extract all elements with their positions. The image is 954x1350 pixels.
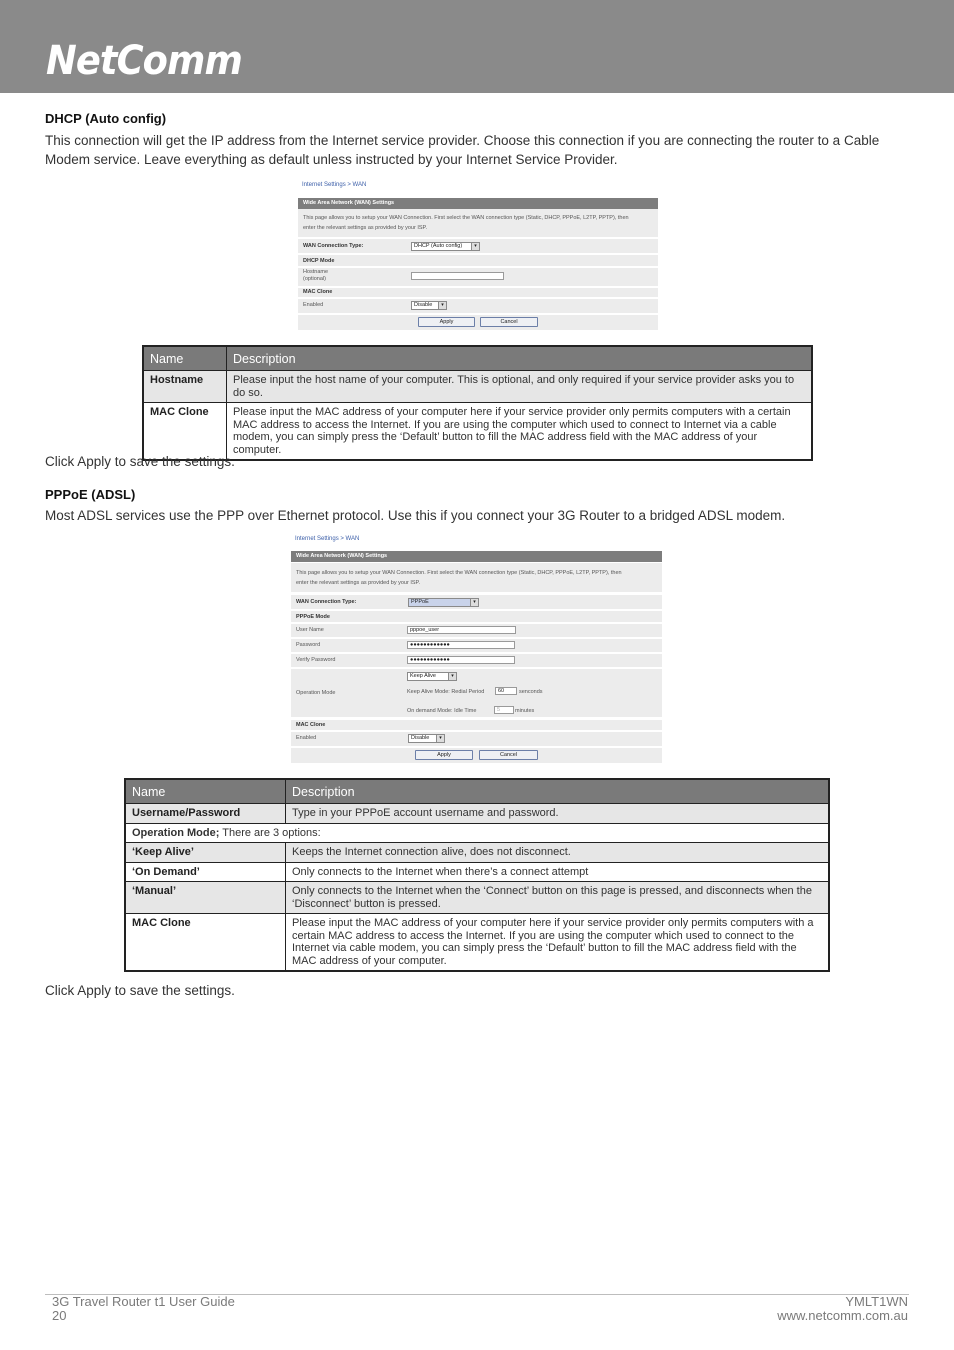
chevron-down-icon: ▾ [448, 673, 456, 680]
page-header [0, 0, 954, 93]
table-header-description: Description [286, 779, 830, 804]
chevron-down-icon: ▾ [471, 243, 479, 250]
table-header-name: Name [143, 346, 227, 371]
panel-description: This page allows you to setup your WAN Connection. First select the WAN connection type (Static, DHCP, PPPoE, L2TP, PPTP), then [296, 570, 622, 576]
hostname-sub-label: (optional) [303, 276, 326, 282]
chevron-down-icon: ▾ [470, 599, 478, 606]
username-label: User Name [296, 627, 324, 633]
enabled-label: Enabled [303, 302, 324, 308]
table-row [125, 823, 829, 843]
breadcrumb[interactable]: Internet Settings > WAN [295, 536, 360, 542]
cancel-button[interactable]: Cancel [479, 750, 538, 760]
dhcp-mode-label: DHCP Mode [303, 258, 335, 264]
table-row [125, 914, 829, 972]
table-cell-description: Only connects to the Internet when the ‘Connect’ button on this page is pressed, and disconnects when the ‘Disconnect’ button is pressed. [286, 882, 830, 914]
table-row [125, 882, 829, 914]
table-row [143, 371, 812, 403]
on-demand-label: On demand Mode: Idle Time [407, 708, 477, 714]
verify-password-label: Verify Password [296, 657, 336, 663]
chevron-down-icon: ▾ [438, 302, 446, 309]
table-header-name: Name [125, 779, 286, 804]
table-cell-name: Hostname [143, 371, 227, 403]
seconds-label: senconds [519, 689, 543, 695]
table-cell-span [125, 823, 829, 843]
screenshot-wan-pppoe [290, 532, 663, 763]
username-input[interactable]: pppoe_user [407, 626, 516, 634]
hostname-input[interactable] [411, 272, 504, 280]
operation-mode-label: Operation Mode [296, 690, 336, 696]
wan-type-label: WAN Connection Type: [296, 599, 357, 605]
section-outro-pppoe: Click Apply to save the settings. [45, 983, 235, 998]
breadcrumb[interactable]: Internet Settings > WAN [302, 182, 367, 188]
table-cell-name: MAC Clone [143, 403, 227, 461]
table-cell-name: MAC Clone [125, 914, 286, 972]
wan-type-select[interactable]: PPPoE ▾ [408, 598, 479, 607]
enabled-label: Enabled [296, 735, 317, 741]
netcomm-logo: NetComm [46, 38, 242, 84]
operation-mode-name: Operation Mode; [132, 826, 220, 839]
cancel-button[interactable]: Cancel [480, 317, 538, 327]
section-intro-pppoe: Most ADSL services use the PPP over Ethernet protocol. Use this if you connect your 3G Router to a bridged ADSL modem. [45, 508, 786, 523]
password-label: Password [296, 642, 321, 648]
table-cell-name: ‘Keep Alive’ [125, 843, 286, 863]
table-header-description: Description [227, 346, 813, 371]
mac-clone-select[interactable]: Disable ▾ [408, 734, 445, 743]
password-input[interactable]: ●●●●●●●●●●●● [407, 641, 515, 649]
table-cell-description: Please input the host name of your computer. This is optional, and only required if your service provider asks you to do so. [227, 371, 813, 403]
chevron-down-icon: ▾ [436, 735, 444, 742]
apply-button[interactable]: Apply [418, 317, 475, 327]
table-cell-description: Keeps the Internet connection alive, does not disconnect. [286, 843, 830, 863]
dhcp-settings-table [142, 345, 813, 461]
footer-guide-title: 3G Travel Router t1 User Guide [52, 1294, 235, 1309]
mac-clone-label: MAC Clone [296, 722, 326, 728]
panel-description: This page allows you to setup your WAN Connection. First select the WAN connection type (Static, DHCP, PPPoE, L2TP, PPTP), then [303, 215, 629, 221]
minutes-label: minutes [515, 708, 535, 714]
keep-alive-label: Keep Alive Mode: Redial Period [407, 689, 485, 695]
wan-type-label: WAN Connection Type: [303, 243, 364, 249]
footer-page-number: 20 [52, 1308, 67, 1323]
table-cell-description: Only connects to the Internet when there’s a connect attempt [286, 862, 830, 882]
redial-period-input[interactable]: 60 [495, 687, 517, 695]
footer-url[interactable]: www.netcomm.com.au [777, 1308, 908, 1323]
pppoe-settings-table [124, 778, 830, 972]
apply-button[interactable]: Apply [415, 750, 473, 760]
section-outro-dhcp: Click Apply to save the settings. [45, 454, 235, 469]
table-cell-name: Username/Password [125, 804, 286, 824]
section-heading-pppoe: PPPoE (ADSL) [45, 487, 136, 502]
table-cell-description: Type in your PPPoE account username and password. [286, 804, 830, 824]
table-row [125, 843, 829, 863]
wan-type-select[interactable]: DHCP (Auto config) ▾ [411, 242, 480, 251]
idle-time-input[interactable]: 5 [494, 706, 514, 714]
table-cell-description: Please input the MAC address of your computer here if your service provider only permits computers with a certain MAC address to access the Internet. If you are using the computer which used to connect to Internet via a cable modem, you can simply press the ‘Default’ button to fill the MAC address field with the MAC address of your computer. [227, 403, 813, 461]
screenshot-wan-dhcp [297, 178, 659, 330]
table-cell-name: ‘Manual’ [125, 882, 286, 914]
section-heading-dhcp: DHCP (Auto config) [45, 111, 167, 126]
table-row [125, 804, 829, 824]
table-cell-description: Please input the MAC address of your computer here if your service provider only permits computers with a certain MAC address to access the Internet. If you are using the computer which used to connect to the Internet via cable modem, you can simply press the ‘Default’ button to fill the MAC address field with the MAC address of your computer. [286, 914, 830, 972]
hostname-label: Hostname [303, 269, 329, 275]
operation-mode-desc: There are 3 options: [219, 826, 321, 839]
operation-mode-select[interactable]: Keep Alive ▾ [407, 672, 457, 681]
panel-title: Wide Area Network (WAN) Settings [291, 551, 662, 562]
section-intro-dhcp: This connection will get the IP address from the Internet service provider. Choose this connection if you are connecting the router to a Cable Modem service. Leave everything as default unless instructed by your Internet Service Provider. [45, 133, 880, 167]
pppoe-mode-label: PPPoE Mode [296, 614, 330, 620]
panel-description-2: enter the relevant settings as provided by your ISP. [303, 225, 428, 231]
mac-clone-label: MAC Clone [303, 289, 333, 295]
panel-description-2: enter the relevant settings as provided by your ISP. [296, 580, 421, 586]
table-row [125, 862, 829, 882]
table-cell-name: ‘On Demand’ [125, 862, 286, 882]
verify-password-input[interactable]: ●●●●●●●●●●●● [407, 656, 515, 664]
mac-clone-select[interactable]: Disable ▾ [411, 301, 447, 310]
footer-model: YMLT1WN [845, 1294, 908, 1309]
panel-title: Wide Area Network (WAN) Settings [298, 198, 658, 209]
